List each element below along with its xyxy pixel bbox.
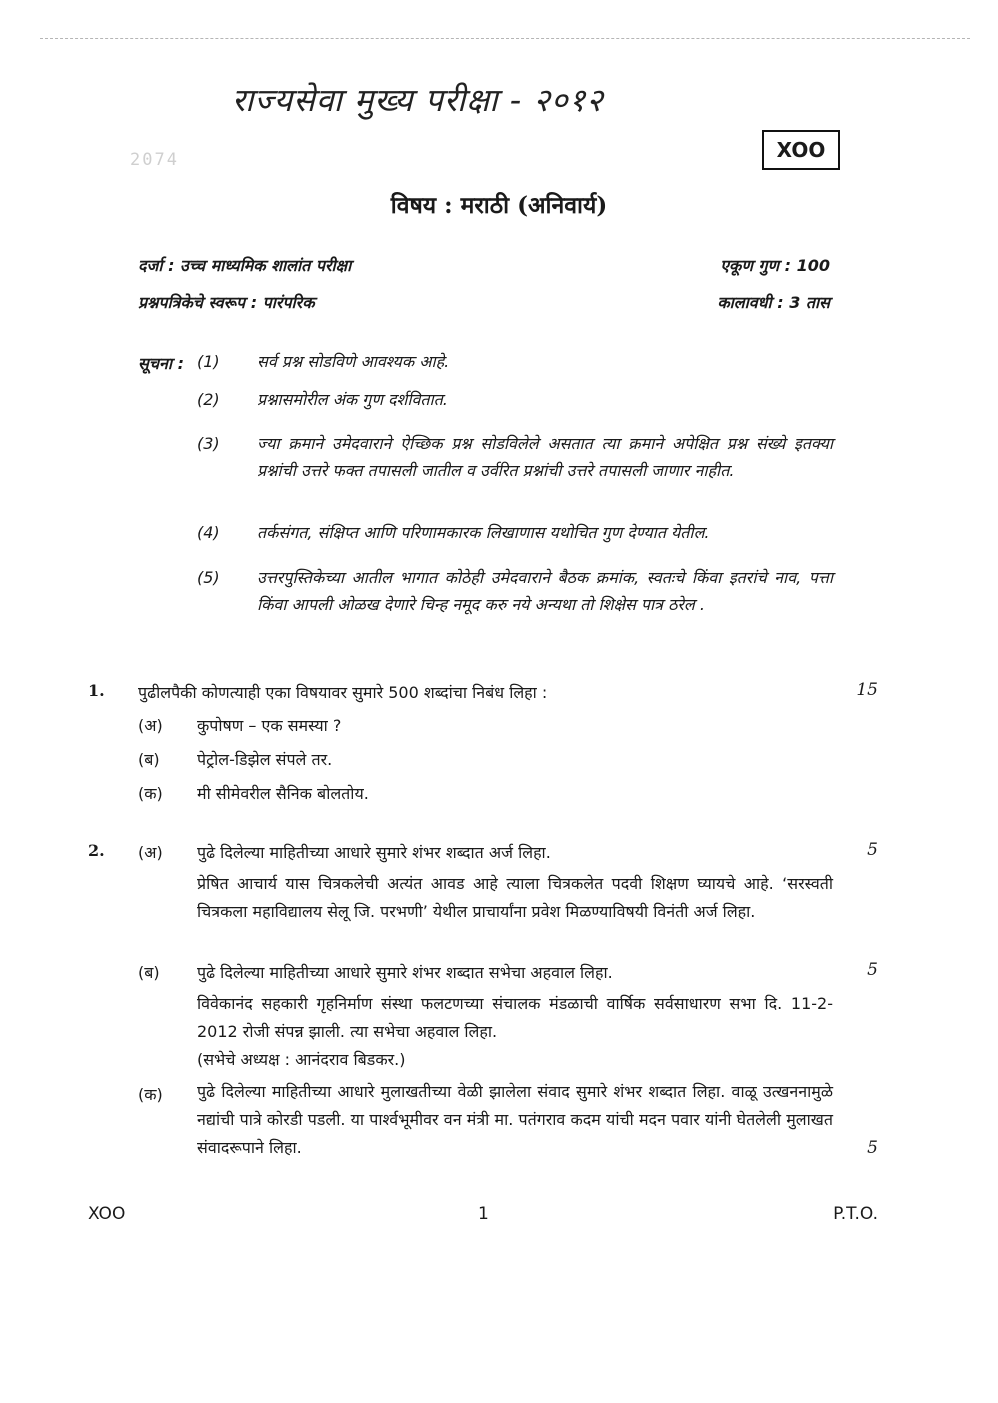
- instructions-label: सूचना :: [138, 354, 184, 373]
- question-number: 1.: [88, 681, 105, 700]
- option-label: (क): [138, 784, 163, 803]
- duration: कालावधी : 3 तास: [717, 293, 830, 312]
- question-marks: 15: [856, 680, 878, 700]
- footer-paper-code: XOO: [88, 1204, 126, 1224]
- option-label: (अ): [138, 716, 163, 735]
- part-prompt: पुढे दिलेल्या माहितीच्या आधारे सुमारे शंभर शब्दात अर्ज लिहा.: [197, 843, 551, 862]
- part-detail: विवेकानंद सहकारी गृहनिर्माण संस्था फलटणच्या संचालक मंडळाची वार्षिक सर्वसाधारण सभा दि. 11-2-2012 रोजी संपन्न झाली. त्या सभेचा अहवाल लिहा.: [197, 994, 833, 1041]
- instruction-text: तर्कसंगत, संक्षिप्त आणि परिणामकारक लिखाणास यथोचित गुण देण्यात येतील.: [257, 523, 710, 542]
- subject-title: विषय : मराठी (अनिवार्य): [390, 192, 608, 219]
- page-number: 1: [478, 1204, 489, 1224]
- part-label: (क): [138, 1085, 163, 1104]
- instruction-number: (3): [197, 434, 220, 453]
- part-label: (ब): [138, 963, 160, 982]
- scan-artifact-line: [40, 38, 970, 39]
- part-marks: 5: [867, 1138, 878, 1158]
- option-text: मी सीमेवरील सैनिक बोलतोय.: [197, 784, 369, 803]
- handwritten-exam-title: राज्यसेवा मुख्य परीक्षा - २०१२: [232, 81, 604, 119]
- instruction-text: सर्व प्रश्न सोडविणे आवश्यक आहे.: [257, 352, 450, 371]
- option-text: पेट्रोल-डिझेल संपले तर.: [197, 750, 333, 769]
- faint-stamp: 2074: [130, 150, 179, 170]
- paper-code-box: XOO: [762, 130, 840, 170]
- instruction-number: (1): [197, 352, 220, 371]
- please-turn-over: P.T.O.: [833, 1204, 878, 1224]
- part-prompt: पुढे दिलेल्या माहितीच्या आधारे सुमारे शंभर शब्दात सभेचा अहवाल लिहा.: [197, 963, 613, 982]
- instruction-number: (2): [197, 390, 220, 409]
- paper-pattern: प्रश्नपत्रिकेचे स्वरूप : पारंपरिक: [138, 293, 315, 312]
- question-text: पुढीलपैकी कोणत्याही एका विषयावर सुमारे 500 शब्दांचा निबंध लिहा :: [138, 683, 548, 702]
- part-note: (सभेचे अध्यक्ष : आनंदराव बिडकर.): [197, 1050, 406, 1069]
- exam-level: दर्जा : उच्च माध्यमिक शालांत परीक्षा: [138, 256, 352, 275]
- part-label: (अ): [138, 843, 163, 862]
- part-marks: 5: [867, 840, 878, 860]
- instruction-number: (4): [197, 523, 220, 542]
- instruction-number: (5): [197, 568, 220, 587]
- option-text: कुपोषण – एक समस्या ?: [197, 716, 342, 735]
- instruction-text: ज्या क्रमाने उमेदवाराने ऐच्छिक प्रश्न सोडविलेले असतात त्या क्रमाने अपेक्षित प्रश्न संख्ये इतक्या प्रश्नांची उत्तरे फक्त तपासली जातील व उर्वरित प्रश्नांची उत्तरे तपासली जाणार नाहीत.: [257, 434, 833, 480]
- total-marks: एकूण गुण : 100: [720, 256, 830, 275]
- instruction-text: प्रश्नासमोरील अंक गुण दर्शवितात.: [257, 390, 448, 409]
- instruction-text: उत्तरपुस्तिकेच्या आतील भागात कोठेही उमेदवाराने बैठक क्रमांक, स्वतःचे किंवा इतरांचे नाव, पत्ता किंवा आपली ओळख देणारे चिन्ह नमूद करु नये अन्यथा तो शिक्षेस पात्र ठरेल .: [257, 568, 833, 614]
- question-number: 2.: [88, 841, 105, 860]
- part-prompt: पुढे दिलेल्या माहितीच्या आधारे मुलाखतीच्या वेळी झालेला संवाद सुमारे शंभर शब्दात लिहा. वाळू उत्खननामुळे नद्यांची पात्रे कोरडी पडली. या पार्श्वभूमीवर वन मंत्री मा. पतंगराव कदम यांची मदन पवार यांनी घेतलेली मुलाखत संवादरूपाने लिहा.: [197, 1082, 833, 1157]
- part-detail: प्रेषित आचार्य यास चित्रकलेची अत्यंत आवड आहे त्याला चित्रकलेत पदवी शिक्षण घ्यायचे आहे. ‘सरस्वती चित्रकला महाविद्यालय सेलू जि. परभणी’ येथील प्राचार्यांना प्रवेश मिळण्याविषयी विनंती अर्ज लिहा.: [197, 874, 833, 921]
- part-marks: 5: [867, 960, 878, 980]
- option-label: (ब): [138, 750, 160, 769]
